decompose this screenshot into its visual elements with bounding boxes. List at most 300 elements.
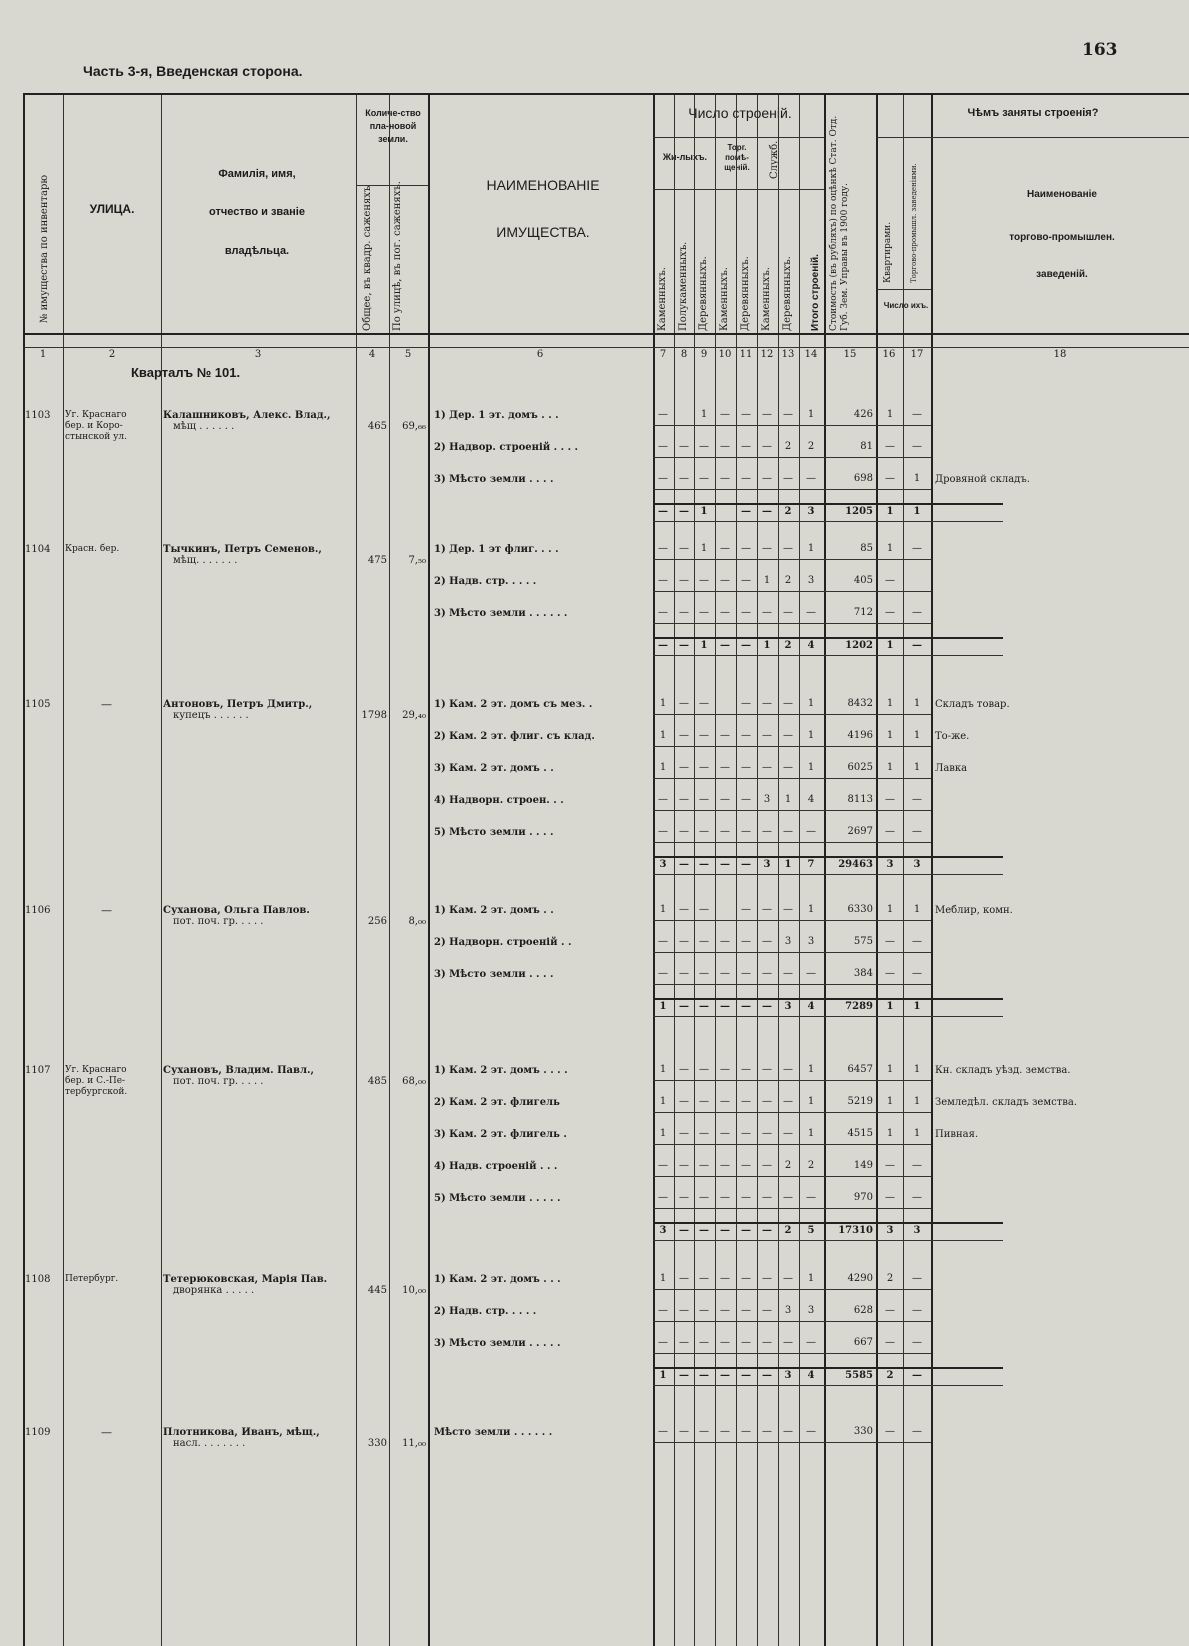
header-establishments-2: торгово-промышлен. xyxy=(1009,232,1115,243)
header-establishments-1: Наименованіе xyxy=(1027,189,1097,200)
apartments-count: — xyxy=(885,441,895,452)
frontage: 10,₀₀ xyxy=(402,1285,426,1296)
total-establishments: — xyxy=(912,640,922,651)
building-count: 1 xyxy=(659,1273,667,1284)
total-count: 1 xyxy=(659,1370,667,1381)
header-area: Общее, въ квадр. саженяхъ xyxy=(362,185,373,331)
header-owner-1: Фамилія, имя, xyxy=(218,168,296,180)
header-c11: Деревянныхъ. xyxy=(740,256,751,331)
frontage: 8,₀₀ xyxy=(408,916,426,927)
building-count: — xyxy=(741,1337,751,1348)
building-count: — xyxy=(658,1160,668,1171)
total-count: 3 xyxy=(763,859,771,870)
building-count: 1 xyxy=(659,762,667,773)
inventory-number: 1108 xyxy=(25,1274,51,1285)
header-owner-3: владѣльца. xyxy=(224,245,290,257)
header-frontage: По улицѣ, въ пог. саженяхъ. xyxy=(392,181,403,331)
building-count: — xyxy=(699,730,709,741)
header-c7: Каменныхъ. xyxy=(657,267,668,331)
establishments-count: — xyxy=(912,607,922,618)
total-count: 3 xyxy=(807,506,815,517)
street-name: — xyxy=(101,698,112,711)
total-cost: 17310 xyxy=(838,1225,873,1236)
property-name: 3) Мѣсто земли . . . . xyxy=(434,474,554,485)
property-name: 2) Надв. стр. . . . . xyxy=(434,1306,537,1317)
building-count: — xyxy=(783,1192,793,1203)
column-number: 16 xyxy=(882,349,896,360)
total-count: — xyxy=(741,506,751,517)
building-count: — xyxy=(720,1337,730,1348)
header-c10: Каменныхъ. xyxy=(719,267,730,331)
establishments-count: — xyxy=(912,936,922,947)
subtotal-bottom-rule xyxy=(653,1016,1003,1017)
building-count: — xyxy=(741,968,751,979)
establishments-count: — xyxy=(912,1305,922,1316)
row-rule xyxy=(653,1353,931,1354)
building-count: — xyxy=(699,473,709,484)
land-area: 465 xyxy=(367,421,387,432)
owner-name: Плотникова, Иванъ, мѣщ., xyxy=(163,1427,320,1438)
building-count: — xyxy=(741,473,751,484)
property-name: 2) Надвор. строеній . . . . xyxy=(434,442,579,453)
building-count: 3 xyxy=(807,1305,815,1316)
total-count: — xyxy=(658,506,668,517)
building-count: — xyxy=(741,543,751,554)
building-count: — xyxy=(720,762,730,773)
building-count: — xyxy=(762,1337,772,1348)
occupancy-header-rule xyxy=(876,137,1189,138)
cost-value: 575 xyxy=(853,936,873,947)
street-name: Красн. бер. xyxy=(65,544,120,554)
total-cost: 5585 xyxy=(845,1370,873,1381)
building-count: — xyxy=(783,762,793,773)
owner-title: дворянка . . . . . xyxy=(173,1285,255,1296)
street-name: Уг. Краснаго xyxy=(65,1065,127,1075)
total-count: 3 xyxy=(784,1370,792,1381)
total-count: 3 xyxy=(659,859,667,870)
total-count: — xyxy=(741,1225,751,1236)
building-count: 3 xyxy=(784,1305,792,1316)
subtotal-rule xyxy=(653,1367,1003,1369)
owner-name: Сухановъ, Владим. Павл., xyxy=(163,1065,314,1076)
row-rule xyxy=(653,1442,931,1443)
total-count: 2 xyxy=(784,1225,792,1236)
header-property-1: НАИМЕНОВАНІЕ xyxy=(486,177,600,193)
total-cost: 7289 xyxy=(845,1001,873,1012)
building-count: — xyxy=(762,1064,772,1075)
header-trade-est: Торгово-промышл. заведеніями. xyxy=(910,163,918,283)
apartments-count: — xyxy=(885,1192,895,1203)
row-rule xyxy=(653,425,931,426)
header-c9: Деревянныхъ. xyxy=(698,256,709,331)
building-count: 1 xyxy=(763,575,771,586)
street-name: тербургской. xyxy=(65,1087,128,1097)
column-rule xyxy=(931,93,933,1646)
total-count: — xyxy=(720,1225,730,1236)
total-count: — xyxy=(720,1370,730,1381)
total-count: 7 xyxy=(807,859,815,870)
building-count: 3 xyxy=(807,936,815,947)
column-number: 13 xyxy=(781,349,795,360)
building-count: — xyxy=(806,968,816,979)
header-land: Количе-ство пла-новой земли. xyxy=(365,108,421,144)
column-rule xyxy=(23,93,25,1646)
apartments-count: — xyxy=(885,575,895,586)
property-name: 2) Кам. 2 эт. флиг. съ клад. xyxy=(434,731,595,742)
establishment-name: Лавка xyxy=(935,763,968,774)
cost-value: 8113 xyxy=(847,794,873,805)
establishments-count: — xyxy=(912,1273,922,1284)
property-name: 3) Мѣсто земли . . . . . xyxy=(434,1338,561,1349)
property-name: 1) Кам. 2 эт. домъ съ мез. . xyxy=(434,699,593,710)
column-rule xyxy=(161,93,162,1646)
total-count: 1 xyxy=(763,640,771,651)
building-count: — xyxy=(806,473,816,484)
column-number: 4 xyxy=(368,349,376,360)
building-count: — xyxy=(699,575,709,586)
header-cost: Стоимость (въ рубляхъ) по оцѣнкѣ Стат. Отд. Губ. Зем. Управы въ 1900 году. xyxy=(829,115,850,331)
establishments-count: 1 xyxy=(913,762,921,773)
apartments-count: 1 xyxy=(886,1064,894,1075)
subtotal-bottom-rule xyxy=(653,655,1003,656)
count-rule xyxy=(876,289,931,290)
building-count: 2 xyxy=(784,441,792,452)
establishments-count: 1 xyxy=(913,698,921,709)
apartments-count: — xyxy=(885,607,895,618)
land-area: 475 xyxy=(367,555,387,566)
apartments-count: — xyxy=(885,826,895,837)
row-rule xyxy=(653,746,931,747)
building-count: — xyxy=(741,698,751,709)
building-count: — xyxy=(741,826,751,837)
building-count: — xyxy=(783,1426,793,1437)
establishments-count: — xyxy=(912,1337,922,1348)
total-count: 3 xyxy=(659,1225,667,1236)
column-number: 2 xyxy=(108,349,116,360)
property-name: 1) Дер. 1 эт флиг. . . . xyxy=(434,544,559,555)
establishment-name: Меблир, комн. xyxy=(935,905,1013,916)
row-rule xyxy=(653,559,931,560)
building-count: — xyxy=(720,730,730,741)
building-count: 1 xyxy=(807,1096,815,1107)
cost-value: 330 xyxy=(853,1426,873,1437)
inventory-number: 1104 xyxy=(25,544,51,555)
cost-value: 6330 xyxy=(847,904,873,915)
building-count: — xyxy=(720,1273,730,1284)
header-apartments: Квартирами. xyxy=(883,221,893,283)
building-count: — xyxy=(679,473,689,484)
building-count: 1 xyxy=(659,904,667,915)
column-number: 8 xyxy=(680,349,688,360)
building-count: — xyxy=(783,607,793,618)
building-count: 1 xyxy=(659,1128,667,1139)
building-count: — xyxy=(741,1128,751,1139)
building-count: — xyxy=(762,904,772,915)
building-count: 3 xyxy=(763,794,771,805)
building-count: — xyxy=(720,543,730,554)
buildings-subheader-rule xyxy=(653,189,824,190)
building-count: — xyxy=(720,473,730,484)
total-count: — xyxy=(699,1001,709,1012)
establishments-count: — xyxy=(912,1426,922,1437)
building-count: — xyxy=(658,936,668,947)
total-count: — xyxy=(658,640,668,651)
building-count: — xyxy=(741,409,751,420)
header-establishments-3: заведеній. xyxy=(1036,269,1088,280)
building-count: — xyxy=(699,936,709,947)
building-count: 1 xyxy=(807,543,815,554)
building-count: — xyxy=(699,1064,709,1075)
total-count: — xyxy=(741,1001,751,1012)
building-count: — xyxy=(679,826,689,837)
street-name: — xyxy=(101,1426,112,1439)
total-count: — xyxy=(679,859,689,870)
building-count: — xyxy=(741,1426,751,1437)
building-count: — xyxy=(679,1096,689,1107)
building-count: 1 xyxy=(659,1096,667,1107)
building-count: — xyxy=(762,730,772,741)
owner-name: Тычкинъ, Петръ Семенов., xyxy=(163,544,322,555)
total-count: 4 xyxy=(807,640,815,651)
apartments-count: 1 xyxy=(886,762,894,773)
building-count: — xyxy=(679,730,689,741)
building-count: — xyxy=(720,1064,730,1075)
row-rule xyxy=(653,952,931,953)
total-count: — xyxy=(762,1001,772,1012)
building-count: — xyxy=(720,936,730,947)
frontage: 11,₀₀ xyxy=(402,1438,426,1449)
building-count: — xyxy=(762,762,772,773)
building-count: — xyxy=(658,607,668,618)
column-number: 3 xyxy=(254,349,262,360)
row-rule xyxy=(653,623,931,624)
building-count: — xyxy=(658,826,668,837)
colnum-bottom-rule xyxy=(23,347,1189,348)
total-count: 4 xyxy=(807,1370,815,1381)
building-count: — xyxy=(679,1337,689,1348)
total-apartments: 1 xyxy=(886,506,894,517)
property-name: 1) Кам. 2 эт. домъ . . . . xyxy=(434,1065,568,1076)
building-count: — xyxy=(806,1337,816,1348)
building-count: — xyxy=(699,1426,709,1437)
building-count: — xyxy=(658,1192,668,1203)
property-name: Мѣсто земли . . . . . . xyxy=(434,1427,553,1438)
building-count: — xyxy=(741,575,751,586)
building-count: — xyxy=(658,794,668,805)
total-count: — xyxy=(679,640,689,651)
total-count: — xyxy=(720,640,730,651)
cost-value: 384 xyxy=(853,968,873,979)
building-count: — xyxy=(658,1305,668,1316)
apartments-count: 1 xyxy=(886,730,894,741)
building-count: — xyxy=(658,968,668,979)
building-count: — xyxy=(699,441,709,452)
building-count: — xyxy=(679,1064,689,1075)
building-count: — xyxy=(658,409,668,420)
street-name: стынской ул. xyxy=(65,432,127,442)
building-count: — xyxy=(762,1305,772,1316)
row-rule xyxy=(653,1176,931,1177)
establishments-count: 1 xyxy=(913,1064,921,1075)
header-street: УЛИЦА. xyxy=(89,202,135,216)
owner-title: пот. поч. гр. . . . . xyxy=(173,1076,264,1087)
building-count: — xyxy=(679,762,689,773)
column-number: 10 xyxy=(718,349,732,360)
cost-value: 628 xyxy=(853,1305,873,1316)
inventory-number: 1105 xyxy=(25,699,51,710)
building-count: — xyxy=(806,1192,816,1203)
building-count: — xyxy=(806,607,816,618)
building-count: — xyxy=(762,968,772,979)
establishments-count: 1 xyxy=(913,730,921,741)
total-establishments: — xyxy=(912,1370,922,1381)
inventory-number: 1106 xyxy=(25,905,51,916)
building-count: — xyxy=(699,1337,709,1348)
owner-title: мѣщ . . . . . . xyxy=(173,421,235,432)
building-count: — xyxy=(741,794,751,805)
establishments-count: 1 xyxy=(913,473,921,484)
building-count: — xyxy=(783,543,793,554)
building-count: — xyxy=(699,1160,709,1171)
cost-value: 4196 xyxy=(847,730,873,741)
cost-value: 698 xyxy=(853,473,873,484)
building-count: — xyxy=(741,1305,751,1316)
building-count: — xyxy=(741,1192,751,1203)
total-count: — xyxy=(741,859,751,870)
building-count: — xyxy=(762,1160,772,1171)
establishments-count: — xyxy=(912,794,922,805)
establishments-count: — xyxy=(912,409,922,420)
building-count: — xyxy=(679,794,689,805)
apartments-count: — xyxy=(885,1426,895,1437)
header-c13: Деревянныхъ. xyxy=(782,256,793,331)
column-rule xyxy=(428,93,430,1646)
building-count: — xyxy=(679,607,689,618)
cost-value: 8432 xyxy=(847,698,873,709)
apartments-count: 1 xyxy=(886,1096,894,1107)
building-count: — xyxy=(679,1426,689,1437)
building-count: — xyxy=(699,826,709,837)
total-establishments: 3 xyxy=(913,1225,921,1236)
frontage: 7,₅₀ xyxy=(408,555,426,566)
subtotal-rule xyxy=(653,856,1003,858)
column-number: 7 xyxy=(659,349,667,360)
apartments-count: 1 xyxy=(886,409,894,420)
establishments-count: 1 xyxy=(913,1128,921,1139)
building-count: 1 xyxy=(807,1128,815,1139)
row-rule xyxy=(653,810,931,811)
building-count: — xyxy=(699,1305,709,1316)
building-count: — xyxy=(699,762,709,773)
building-count: — xyxy=(762,441,772,452)
building-count: — xyxy=(741,904,751,915)
column-rule xyxy=(799,93,800,1646)
row-rule xyxy=(653,591,931,592)
building-count: — xyxy=(741,1160,751,1171)
establishment-name: Кн. складъ уѣзд. земства. xyxy=(935,1065,1071,1076)
total-establishments: 3 xyxy=(913,859,921,870)
building-count: 2 xyxy=(807,1160,815,1171)
building-count: — xyxy=(741,1273,751,1284)
building-count: — xyxy=(741,1096,751,1107)
building-count: — xyxy=(699,1096,709,1107)
total-apartments: 2 xyxy=(886,1370,894,1381)
building-count: — xyxy=(783,904,793,915)
building-count: 1 xyxy=(659,698,667,709)
building-count: — xyxy=(762,936,772,947)
header-property-2: ИМУЩЕСТВА. xyxy=(496,224,590,240)
row-rule xyxy=(653,489,931,490)
building-count: — xyxy=(762,1096,772,1107)
total-cost: 1202 xyxy=(845,640,873,651)
apartments-count: — xyxy=(885,473,895,484)
building-count: — xyxy=(783,473,793,484)
total-count: 1 xyxy=(700,640,708,651)
subtotal-bottom-rule xyxy=(653,1385,1003,1386)
header-c8: Полукаменныхъ. xyxy=(678,241,689,331)
building-count: — xyxy=(679,1273,689,1284)
column-number: 18 xyxy=(1053,349,1067,360)
building-count: — xyxy=(762,1128,772,1139)
owner-name: Калашниковъ, Алекс. Влад., xyxy=(163,410,331,421)
inventory-number: 1103 xyxy=(25,410,51,421)
building-count: — xyxy=(783,698,793,709)
street-name: Петербург. xyxy=(65,1274,119,1284)
property-name: 5) Мѣсто земли . . . . . xyxy=(434,1193,561,1204)
building-count: 3 xyxy=(784,936,792,947)
building-count: — xyxy=(762,607,772,618)
owner-title: пот. поч. гр. . . . . xyxy=(173,916,264,927)
building-count: — xyxy=(720,575,730,586)
building-count: — xyxy=(720,794,730,805)
cost-value: 2697 xyxy=(847,826,873,837)
establishment-name: Складъ товар. xyxy=(935,699,1010,710)
total-count: 2 xyxy=(784,640,792,651)
column-number: 6 xyxy=(536,349,544,360)
total-count: 4 xyxy=(807,1001,815,1012)
building-count: — xyxy=(679,968,689,979)
building-count: — xyxy=(762,409,772,420)
building-count: — xyxy=(783,1128,793,1139)
total-count: — xyxy=(741,640,751,651)
inventory-number: 1107 xyxy=(25,1065,51,1076)
row-rule xyxy=(653,1208,931,1209)
subtotal-bottom-rule xyxy=(653,521,1003,522)
land-area: 330 xyxy=(367,1438,387,1449)
apartments-count: 1 xyxy=(886,543,894,554)
cost-value: 81 xyxy=(860,441,873,452)
column-rule xyxy=(389,93,390,1646)
building-count: — xyxy=(658,1337,668,1348)
total-count: — xyxy=(699,1370,709,1381)
cost-value: 4290 xyxy=(847,1273,873,1284)
property-name: 1) Дер. 1 эт. домъ . . . xyxy=(434,410,559,421)
total-apartments: 1 xyxy=(886,640,894,651)
building-count: — xyxy=(741,730,751,741)
page-number: 163 xyxy=(1082,40,1118,60)
cost-value: 426 xyxy=(853,409,873,420)
apartments-count: 2 xyxy=(886,1273,894,1284)
apartments-count: 1 xyxy=(886,698,894,709)
column-number: 5 xyxy=(404,349,412,360)
table-top-rule xyxy=(23,93,1189,95)
total-count: 5 xyxy=(807,1225,815,1236)
building-count: — xyxy=(720,441,730,452)
property-name: 4) Надворн. строен. . . xyxy=(434,795,564,806)
building-count: — xyxy=(741,762,751,773)
building-count: — xyxy=(699,698,709,709)
apartments-count: — xyxy=(885,1160,895,1171)
